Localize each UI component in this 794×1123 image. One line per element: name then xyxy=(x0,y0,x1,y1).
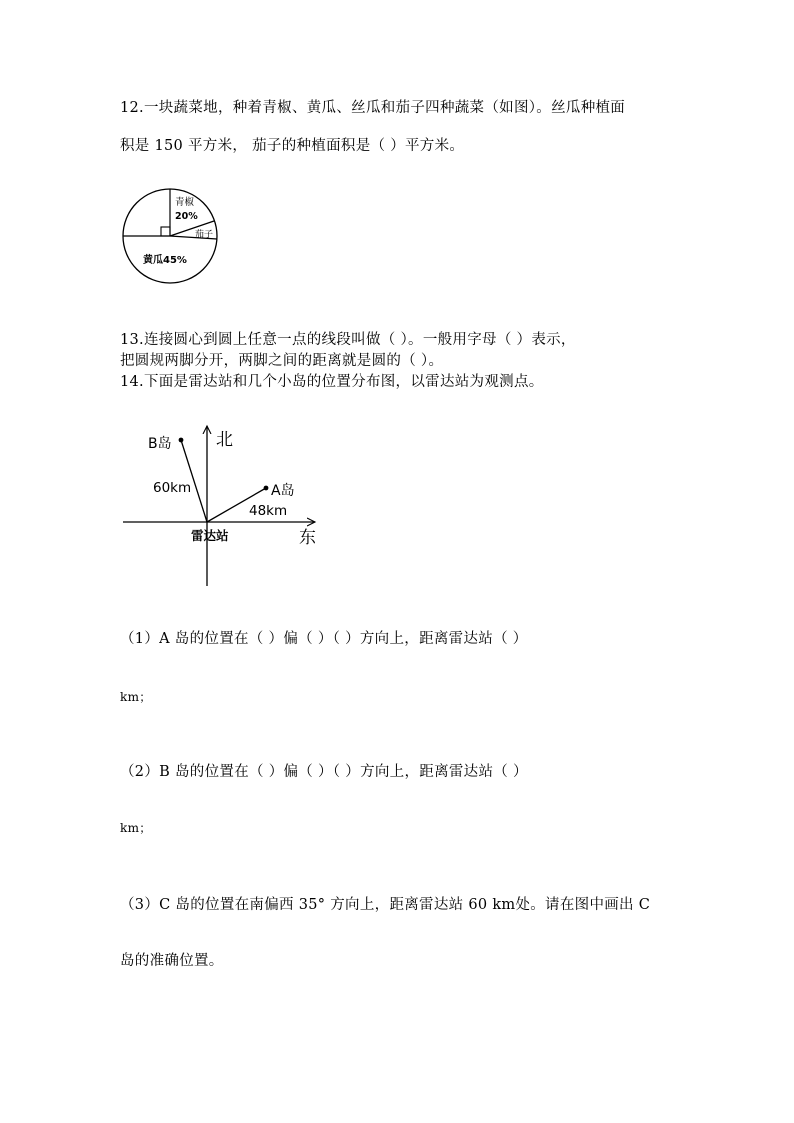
east-label: 东 xyxy=(299,528,316,548)
q14-part3-line2: 岛的准确位置。 xyxy=(120,953,224,969)
pie-label-green-pepper: 青椒 xyxy=(175,197,195,208)
q14-part1-line2: km； xyxy=(120,690,152,704)
pie-label-cucumber: 黄瓜45% xyxy=(143,255,187,266)
island-b-label: B岛 xyxy=(148,436,172,452)
distance-a-label: 48km xyxy=(249,503,288,519)
q14-intro: 14.下面是雷达站和几个小岛的位置分布图，以雷达站为观测点。 xyxy=(120,374,544,390)
q12-text-line2: 积是 150 平方米， 茄子的种植面积是（ ）平方米。 xyxy=(120,138,465,154)
island-b-point xyxy=(179,438,184,443)
north-label: 北 xyxy=(216,430,233,450)
q14-part2-line2: km； xyxy=(120,821,152,835)
q14-part3-line1: （3）C 岛的位置在南偏西 35° 方向上，距离雷达站 60 km处。请在图中画出 C xyxy=(120,897,651,913)
q12-text-line1: 12.一块蔬菜地，种着青椒、黄瓜、丝瓜和茄子四种蔬菜（如图）。丝瓜种植面 xyxy=(120,100,626,116)
pie-label-eggplant: 茄子 xyxy=(195,230,214,240)
q14-part2-line1: （2）B 岛的位置在（ ）偏（ ）（ ）方向上，距离雷达站（ ） xyxy=(120,764,528,780)
island-a-label: A岛 xyxy=(271,483,295,499)
distance-b-label: 60km xyxy=(153,480,192,496)
radar-station-label: 雷达站 xyxy=(191,528,229,543)
q13-text-line1: 13.连接圆心到圆上任意一点的线段叫做（ ）。一般用字母（ ）表示， xyxy=(120,332,576,348)
q14-part1-line1: （1）A 岛的位置在（ ）偏（ ）（ ）方向上，距离雷达站（ ） xyxy=(120,631,528,647)
q13-text-line2: 把圆规两脚分开，两脚之间的距离就是圆的（ ）。 xyxy=(120,353,444,369)
radar-position-diagram xyxy=(118,418,328,590)
vegetable-pie-chart xyxy=(118,186,224,286)
pie-label-green-pepper-pct: 20% xyxy=(175,211,198,222)
island-a-point xyxy=(264,486,269,491)
